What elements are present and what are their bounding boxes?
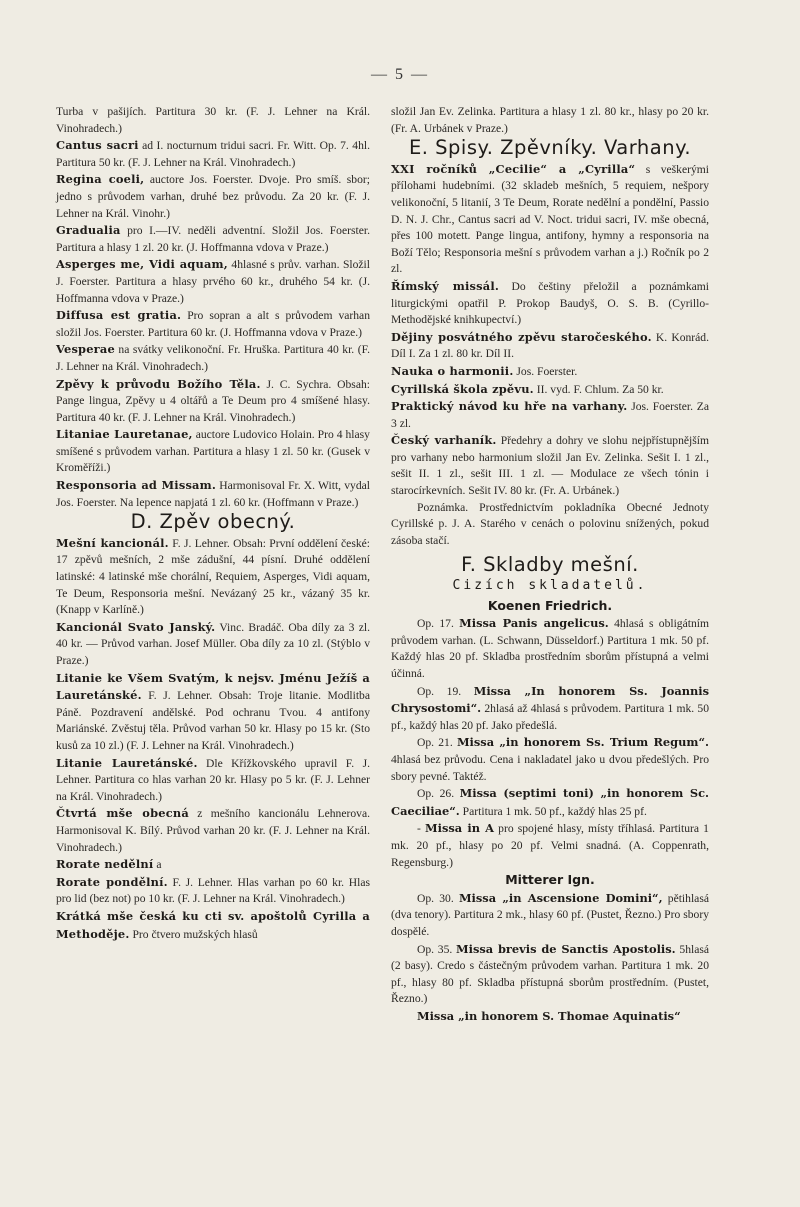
catalog-entry	[391, 820, 709, 871]
entry-text: K. Konrád. Díl I. Za 1 zl. 80 kr. Díl II.	[391, 330, 710, 361]
section-heading-d: D. Zpěv obecný.	[130, 510, 296, 534]
catalog-list-folk-singing	[56, 535, 370, 943]
catalog-entry	[391, 381, 709, 399]
opus-number: Op. 19.	[417, 684, 462, 698]
catalog-entry	[56, 104, 370, 137]
catalog-entry	[391, 890, 709, 941]
catalog-entry	[391, 278, 709, 329]
catalog-entry	[56, 908, 370, 943]
entry-text: Dle Křížkovského upravil F. J. Lehner. Partitura co hlas varhan 20 kr. Hlasy po 5 kr. (F. J. Lehner na Král. Vinohradech.)	[56, 756, 370, 803]
entry-title: Missa „in Ascensione Domini“,	[458, 890, 663, 905]
catalog-entry	[56, 341, 370, 375]
entry-title: Rorate pondělní.	[56, 874, 168, 889]
entry-text: auctore Ludovico Holain. Pro 4 hlasy smíšené s průvodem varhan. Partitura a hlasy 1 zl. 50 kr. (Gusek v Kroměříži.)	[56, 428, 370, 475]
entry-title: Missa in A	[425, 821, 495, 836]
entry-title: Missa „in honorem Ss. Trium Regum“.	[456, 735, 709, 750]
entry-title: Cyrillská škola zpěvu.	[391, 381, 534, 396]
works-list-mitterer	[391, 890, 709, 1026]
entry-text: F. J. Lehner. Hlas varhan po 60 kr. Hlas pro lid (bez not) po 10 kr. (F. J. Lehner na Král. Vinohradech.)	[56, 875, 370, 906]
catalog-list-writings	[391, 161, 709, 500]
entry-title: Nauka o harmonii.	[391, 363, 514, 378]
catalog-entry	[56, 376, 370, 427]
entry-title: Diffusa est gratia.	[56, 308, 182, 323]
entry-text: Jos. Foerster. Za 3 zl.	[391, 400, 709, 430]
catalog-entry	[391, 941, 709, 1008]
entry-text: F. J. Lehner. Obsah: Troje litanie. Modlitba Páně. Pozdravení andělské. Pod ochranu Tvou. 4 antifony Mariánské. Zvěstuj těla. Průvod varhan 50 kr. Hlasy po 15 kr. (Sto kusů za 10 zl.) (F. J. Lehner na Král. Vinohradech.)	[56, 689, 370, 752]
author-heading: Koenen Friedrich.	[487, 597, 613, 613]
opus-number: Op. 26.	[417, 787, 455, 801]
entry-text: J. C. Sychra. Obsah: Pange lingua, Zpěvy u 4 oltářů a Te Deum pro 4 smíšené hlasy. Partitura 40 kr. (F. J. Lehner na Král. Vinohradech.)	[56, 377, 370, 424]
entry-title: Missa (septimi toni) „in honorem Sc. Caeciliae“.	[391, 786, 710, 818]
catalog-entry	[56, 619, 370, 670]
opus-number: Op. 30.	[417, 891, 454, 905]
catalog-entry	[56, 670, 370, 755]
catalog-entry	[56, 426, 370, 477]
entry-title: Responsoria ad Missam.	[56, 478, 217, 493]
note-paragraph: Poznámka. Prostřednictvím pokladníka Obecné Jednoty Cyrillské p. J. A. Starého v cenách o polovinu snížených, pokud zásoba stačí.	[391, 500, 709, 547]
entry-text: Turba v pašijích. Partitura 30 kr. (F. J. Lehner na Král. Vinohradech.)	[56, 105, 370, 135]
catalog-entry: složil Jan Ev. Zelinka. Partitura a hlasy 1 zl. 80 kr., hlasy po 20 kr. (Fr. A. Urbánek v Praze.)	[391, 105, 709, 135]
entry-title: XXI ročníků „Cecilie“ a „Cyrilla“	[391, 161, 636, 176]
catalog-entry	[56, 307, 370, 341]
entry-title: Římský missál.	[391, 278, 500, 293]
entry-title: Litanie Lauretánské.	[56, 755, 198, 770]
catalog-entry	[56, 856, 370, 874]
entry-title: Litanie ke Všem Svatým, k nejsv. Jménu Ježíš a Lauretánské.	[56, 670, 370, 703]
entry-title: Kancionál Svato Janský.	[56, 619, 216, 634]
section-heading-e: E. Spisy. Zpěvníky. Varhany.	[408, 136, 692, 160]
entry-title: Missa „In honorem Ss. Joannis Chrysostomi“.	[391, 683, 709, 716]
entry-title: Vesperae	[56, 342, 115, 357]
opus-number: Op. 21.	[417, 736, 453, 750]
section-heading-f: F. Skladby mešní.	[461, 553, 639, 577]
catalog-list-continued	[391, 104, 709, 137]
entry-text: ad I. nocturnum tridui sacri. Fr. Witt. Op. 7. 4hl. Partitura 50 kr. (F. J. Lehner na Král. Vinohradech.)	[56, 139, 370, 169]
entry-title: Dějiny posvátného zpěvu staročeského.	[391, 329, 652, 344]
section-subheading-f: Cizích skladatelů.	[452, 578, 648, 594]
catalog-entry	[56, 171, 370, 222]
entry-title: Praktický návod ku hře na varhany.	[391, 399, 628, 414]
entry-title: Český varhaník.	[391, 433, 497, 448]
entry-title: Krátká mše česká ku cti sv. apoštolů Cyrilla a Methoděje.	[56, 908, 370, 941]
entry-title: Gradualia	[56, 223, 121, 238]
entry-title: Litaniae Lauretanae,	[56, 427, 193, 442]
entry-text: Pro čtvero mužských hlasů	[132, 927, 258, 941]
entry-title: Missa Panis angelicus.	[459, 616, 609, 631]
entry-text: Pro sopran a alt s průvodem varhan složil Jos. Foerster. Partitura 60 kr. (J. Hoffmanna vdova v Praze.)	[56, 309, 370, 339]
catalog-entry	[56, 137, 370, 171]
catalog-entry	[391, 363, 709, 381]
catalog-entry	[391, 734, 709, 785]
catalog-entry	[391, 1008, 709, 1026]
catalog-entry	[56, 535, 370, 619]
entry-text: a	[156, 858, 162, 872]
entry-title: Missa brevis de Sanctis Apostolis.	[456, 941, 676, 956]
entry-title: Čtvrtá mše obecná	[56, 806, 189, 821]
entry-title: Regina coeli,	[56, 172, 145, 187]
entry-text: 4hlasá s obligátním průvodem varhan. (L. Schwann, Düsseldorf.) Partitura 1 mk. 50 pf. Každý hlas 20 pf. Skladba prostředním sborům přístupná a velmi účinná.	[391, 617, 710, 680]
catalog-entry	[391, 615, 709, 682]
catalog-entry	[56, 874, 370, 908]
entry-text: 4hlasné s prův. varhan. Složil J. Foerster. Partitura a hlasy prvého 60 kr., druhého 54 kr. (J. Hoffmanna vdova v Praze.)	[56, 258, 370, 305]
catalog-entry	[56, 755, 370, 806]
entry-text: pětihlasá (dva tenory). Partitura 2 mk., hlasy 60 pf. (Pustet, Řezno.) Pro sbory dospělé.	[391, 891, 709, 938]
catalog-entry	[56, 805, 370, 856]
entry-text: pro I.—IV. neděli adventní. Složil Jos. Foerster. Partitura a hlasy 1 zl. 20 kr. (J. Hoffmanna vdova v Praze.)	[56, 224, 370, 254]
entry-text: s veškerými přílohami hudebními. (32 skladeb mešních, 5 requiem, nešpory velikonoční, 5 litanií, 3 Te Deum, Rorate nedělní a pondělní, Passio D. N. J. Chr., Cantus sacri ad V. Noct. tridui sacri, IV. mše obecná, přes 100 motett. Pange lingua, antifony, hymny a responsoria na Boží Tělo; Responsoria mešní s průvodem varhan a j.) Ročník po 2 zl.	[391, 162, 709, 276]
entry-text: pro spojené hlasy, místy tříhlasá. Partitura 1 mk. 20 pf., hlasy po 20 pf. Velmi snadná. (A. Coppenrath, Regensburg.)	[391, 822, 709, 869]
page-number: — 5 —	[371, 66, 429, 83]
entry-text: z mešního kancionálu Lehnerova. Harmonisoval K. Bílý. Průvod varhan 20 kr. (F. J. Lehner na Král. Vinohradech.)	[56, 807, 370, 854]
entry-text: auctore Jos. Foerster. Dvoje. Pro smíš. sbor; jedno s průvodem varhan, druhé bez průvodu. Za 20 kr. (F. J. Lehner na Král. Vinohr.)	[56, 173, 370, 220]
entry-text: Partitura 1 mk. 50 pf., každý hlas 25 pf.	[462, 804, 647, 818]
entry-text: Vinc. Bradáč. Oba díly za 3 zl. 40 kr. — Průvod varhan. Josef Müller. Oba díly za 10 zl. (Stýblo v Praze.)	[56, 620, 370, 667]
opus-number: Op. 17.	[417, 617, 454, 631]
opus-number: Op. 35.	[417, 942, 453, 956]
entry-text: 2hlasá až 4hlasá s průvodem. Partitura 1 mk. 50 pf., každý hlas 20 pf. Jako předešlá.	[391, 702, 709, 732]
catalog-entry	[391, 161, 709, 278]
catalog-entry	[56, 477, 370, 511]
author-heading: Mitterer Ign.	[505, 872, 595, 888]
entry-text: Do češtiny přeložil a poznámkami liturgickými opatřil P. Prokop Baudyš, O. S. B. (Cyrillo-Methodějské knihkupectví.)	[391, 279, 710, 327]
catalog-entry	[56, 222, 370, 256]
entry-title: Cantus sacri	[56, 138, 139, 153]
entry-text: 4hlasá bez průvodu. Cena i nakladatel jako u dvou předešlých. Pro sbory pevné. Taktéž.	[391, 752, 709, 783]
entry-text: Předehry a dohry ve slohu nejpřístupnějším pro varhany nebo harmonium složil Jan Ev. Zelinka. Sešit I. 1 zl., sešit II. 1 zl., sešit III. 1 zl. — Modulace ze všech tónin i starocírkevních. Sešit IV. 80 kr. (Fr. A. Urbánek.)	[391, 434, 709, 498]
entry-text: F. J. Lehner. Obsah: První oddělení české: 17 zpěvů mešních, 2 mše zádušní, 44 písní. Druhé oddělení latinské: 4 latinské mše chorální, Requiem, Asperges, Vidi aquam, Te Deum, Responsoria mešní. Nevázaný 25 kr., vázaný 35 kr. (Knapp v Karlíně.)	[56, 536, 370, 617]
entry-text: na svátky velikonoční. Fr. Hruška. Partitura 40 kr. (F. J. Lehner na Král. Vinohradech.)	[56, 343, 370, 373]
right-column	[391, 104, 709, 1025]
catalog-entry	[391, 329, 709, 363]
entry-text: Jos. Foerster.	[516, 364, 578, 378]
catalog-entry	[391, 785, 709, 820]
entry-text: 5hlasá (2 basy). Credo s částečným průvodem varhan. Partitura 1 mk. 20 pf., hlasy 80 pf. Skladba přístupná sborům prostředním. (Pustet, Řezno.)	[391, 942, 710, 1006]
catalog-entry	[391, 398, 709, 432]
catalog-entry	[391, 683, 709, 735]
entry-title: Mešní kancionál.	[56, 535, 169, 550]
opus-number: -	[417, 822, 421, 836]
entry-title: Rorate nedělní	[56, 857, 154, 872]
entry-text: Harmonisoval Fr. X. Witt, vydal Jos. Foerster. Na lepence napjatá 1 zl. 60 kr. (Hoffmann v Praze.)	[56, 479, 370, 509]
entry-title: Zpěvy k průvodu Božího Těla.	[56, 376, 261, 391]
works-list-koenen	[391, 615, 709, 871]
left-column	[56, 104, 370, 943]
catalog-entry	[391, 432, 709, 499]
entry-text: II. vyd. F. Chlum. Za 50 kr.	[536, 382, 664, 396]
catalog-entry	[56, 256, 370, 307]
catalog-list-church-music	[56, 104, 370, 511]
entry-title: Missa „in honorem S. Thomae Aquinatis“	[417, 1008, 681, 1023]
entry-title: Asperges me, Vidi aquam,	[56, 257, 228, 272]
